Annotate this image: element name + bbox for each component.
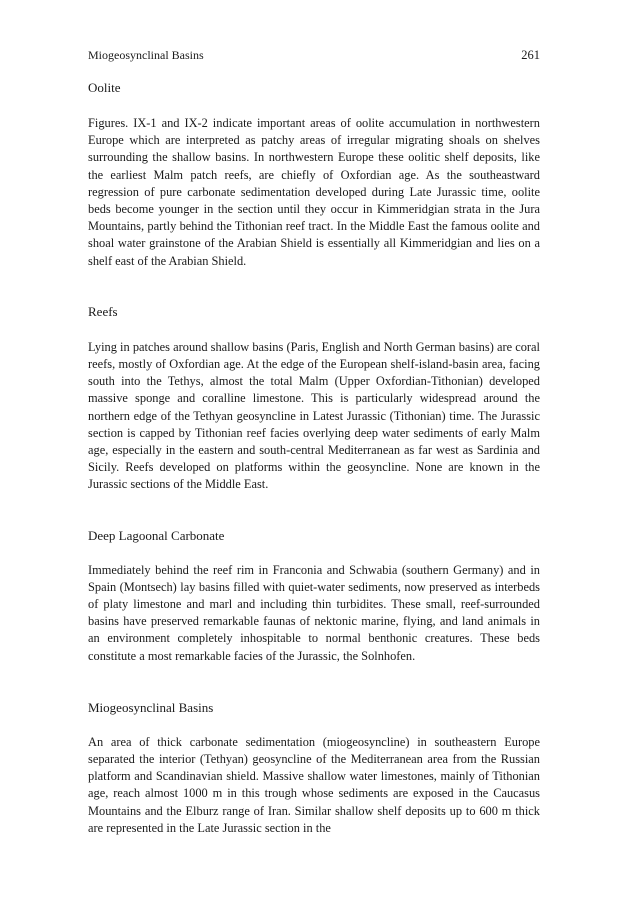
page-number: 261 [521,48,540,62]
running-title: Miogeosynclinal Basins [88,48,204,62]
section-body-reefs: Lying in patches around shallow basins (Paris, English and North German basins) are coral reefs, mostly of Oxfordian age. At the edge of the European shelf-island-basin area, facing south into the Tethys, almost the total Malm (Upper Oxfordian-Tithonian) developed massive sponge and coralline limestone. This is particularly widespread around the northern edge of the Tethyan geosyncline in Latest Jurassic (Tithonian) time. The Jurassic section is capped by Tithonian reef facies overlying deep water sediments of early Malm age, especially in the eastern and south-central Mediterranean as far west as Sardinia and Sicily. Reefs developed on platforms within the geosyncline. None are known in the Jurassic sections of the Middle East. [88,339,540,492]
document-page [88,48,540,837]
section-body-miogeosynclinal-basins: An area of thick carbonate sedimentation (miogeosyncline) in southeastern Europe separated the interior (Tethyan) geosyncline of the Mediterranean area from the Russian platform and Scandinavian shield. Massive shallow water limestones, mainly of Tithonian age, reach almost 1000 m in this trough whose sediments are exposed in the Caucasus Mountains and the Elburz range of Iran. Similar shallow shelf deposits up to 600 m thick are represented in the Late Jurassic section in the [88,734,540,835]
section-heading-miogeosynclinal-basins: Miogeosynclinal Basins [88,699,214,715]
section-body-deep-lagoonal-carbonate: Immediately behind the reef rim in Franconia and Schwabia (southern Germany) and in Spain (Montsech) lay basins filled with quiet-water sediments, now preserved as interbeds of platy limestone and marl and including thin turbidites. These small, reef-surrounded basins have preserved remarkable faunas of nektonic marine, flying, and land animals in an environment completely inhospitable to normal benthonic creatures. These beds constitute a most remarkable facies of the Jurassic, the Solnhofen. [88,562,540,663]
running-header [88,48,540,68]
section-heading-deep-lagoonal-carbonate: Deep Lagoonal Carbonate [88,527,225,543]
section-body-oolite: Figures. IX-1 and IX-2 indicate important areas of oolite accumulation in northwestern Europe which are interpreted as patchy areas of irregular migrating shoals on shelves surrounding the shallow basins. In northwestern Europe these oolitic shelf deposits, like the earliest Malm patch reefs, are chiefly of Oxfordian age. As the southeastward regression of pure carbonate sedimentation developed during Late Jurassic time, oolite beds become younger in the section until they occur in Kimmeridgian strata in the Jura Mountains, partly behind the Tithonian reef tract. In the Middle East the famous oolite and shoal water grainstone of the Arabian Shield is essentially all Kimmeridgian and lies on a shelf east of the Arabian Shield. [88,116,540,268]
section-heading-reefs: Reefs [88,303,118,319]
section-heading-oolite: Oolite [88,80,121,95]
